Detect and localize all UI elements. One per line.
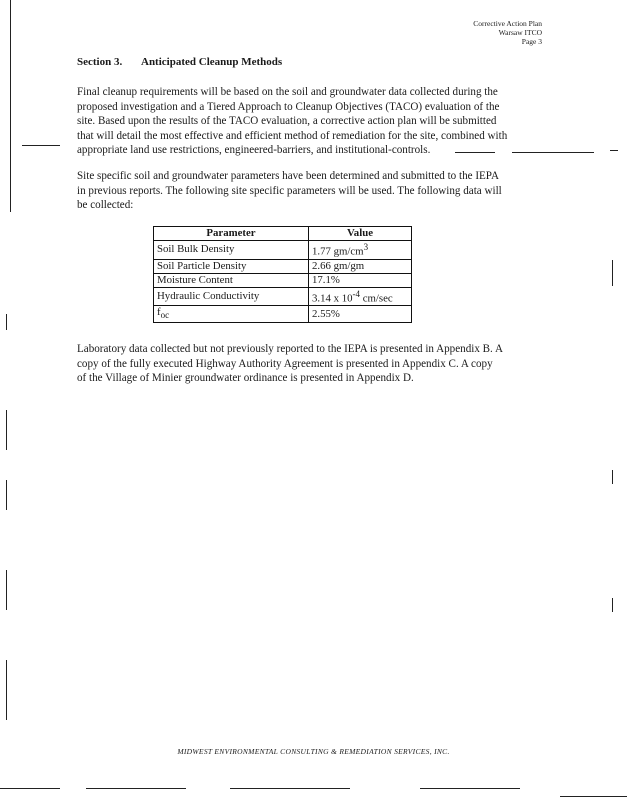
value-cell bbox=[309, 241, 412, 260]
parameter-cell: Soil Bulk Density bbox=[154, 241, 309, 260]
value-text: 3.14 x 10 bbox=[312, 292, 353, 305]
scan-artifact bbox=[86, 788, 186, 789]
scan-artifact bbox=[6, 314, 7, 330]
value-text: 2.55% bbox=[312, 307, 340, 320]
table-row bbox=[154, 306, 412, 323]
header-line-2: Warsaw ITCO bbox=[498, 28, 542, 37]
paragraph-line: Site specific soil and groundwater parameters have been determined and submitted to the IEPA bbox=[77, 170, 499, 182]
paragraph-cleanup-requirements bbox=[77, 85, 547, 158]
paragraph-line: Final cleanup requirements will be based on the soil and groundwater data collected during the bbox=[77, 86, 498, 98]
parameter-symbol: f bbox=[157, 306, 161, 319]
column-header-value: Value bbox=[309, 227, 412, 241]
table-header-row bbox=[154, 227, 412, 241]
scan-artifact bbox=[612, 470, 613, 484]
header-line-1: Corrective Action Plan bbox=[473, 19, 542, 28]
value-cell bbox=[309, 306, 412, 323]
scan-artifact bbox=[230, 788, 350, 789]
paragraph-line: of the Village of Minier groundwater ordinance is presented in Appendix D. bbox=[77, 372, 414, 385]
parameter-cell: Hydraulic Conductivity bbox=[154, 287, 309, 306]
paragraph-line: appropriate land use restrictions, engineered-barriers, and institutional-controls. bbox=[77, 144, 431, 157]
paragraph-site-parameters bbox=[77, 169, 547, 213]
value-text: 17.1% bbox=[312, 273, 340, 286]
header-line-3: Page 3 bbox=[521, 37, 542, 46]
table-row bbox=[154, 273, 412, 287]
page-header bbox=[473, 19, 542, 46]
table-row bbox=[154, 287, 412, 306]
value-superscript: -4 bbox=[352, 288, 360, 299]
section-heading bbox=[77, 56, 282, 68]
column-header-parameter: Parameter bbox=[154, 227, 309, 241]
paragraph-line: Laboratory data collected but not previously reported to the IEPA is presented in Appendix B. A bbox=[77, 343, 503, 355]
parameter-cell: Moisture Content bbox=[154, 273, 309, 287]
table-row bbox=[154, 259, 412, 273]
scan-artifact bbox=[512, 152, 594, 153]
section-number: Section 3. bbox=[77, 56, 123, 68]
page-footer: MIDWEST ENVIRONMENTAL CONSULTING & REMEDIATION SERVICES, INC. bbox=[177, 747, 450, 756]
value-text: 2.66 gm/gm bbox=[312, 259, 365, 272]
paragraph-line: be collected: bbox=[77, 199, 134, 212]
scan-artifact bbox=[6, 660, 7, 720]
parameter-subscript: oc bbox=[160, 310, 170, 321]
scan-artifact bbox=[22, 145, 60, 146]
value-cell bbox=[309, 273, 412, 287]
paragraph-line: in previous reports. The following site specific parameters will be used. The following data will bbox=[77, 184, 502, 197]
scan-artifact bbox=[455, 152, 495, 153]
scan-artifact bbox=[560, 796, 627, 797]
scan-artifact bbox=[0, 788, 60, 789]
scan-artifact bbox=[6, 570, 7, 610]
scan-artifact bbox=[10, 0, 11, 212]
parameter-cell bbox=[154, 306, 309, 323]
paragraph-line: site. Based upon the results of the TACO evaluation, a corrective action plan will be submitted bbox=[77, 115, 497, 128]
scan-artifact bbox=[612, 598, 613, 612]
paragraph-line: proposed investigation and a Tiered Approach to Cleanup Objectives (TACO) evaluation of the bbox=[77, 100, 500, 113]
paragraph-line: copy of the fully executed Highway Authority Agreement is presented in Appendix C. A copy bbox=[77, 357, 493, 370]
value-cell bbox=[309, 259, 412, 273]
section-title: Anticipated Cleanup Methods bbox=[141, 56, 283, 68]
scan-artifact bbox=[612, 260, 613, 286]
scan-artifact bbox=[610, 150, 618, 151]
value-cell bbox=[309, 287, 412, 306]
value-text: 1.77 gm/cm bbox=[312, 245, 364, 258]
paragraph-line: that will detail the most effective and efficient method of remediation for the site, combined with bbox=[77, 129, 508, 142]
value-superscript: 3 bbox=[363, 242, 369, 252]
value-unit: cm/sec bbox=[360, 292, 393, 305]
parameters-table bbox=[153, 226, 412, 323]
scan-artifact bbox=[6, 480, 7, 510]
scan-artifact bbox=[6, 410, 7, 450]
parameter-cell: Soil Particle Density bbox=[154, 259, 309, 273]
scan-artifact bbox=[420, 788, 520, 789]
paragraph-appendices bbox=[77, 342, 547, 386]
table-row bbox=[154, 241, 412, 260]
